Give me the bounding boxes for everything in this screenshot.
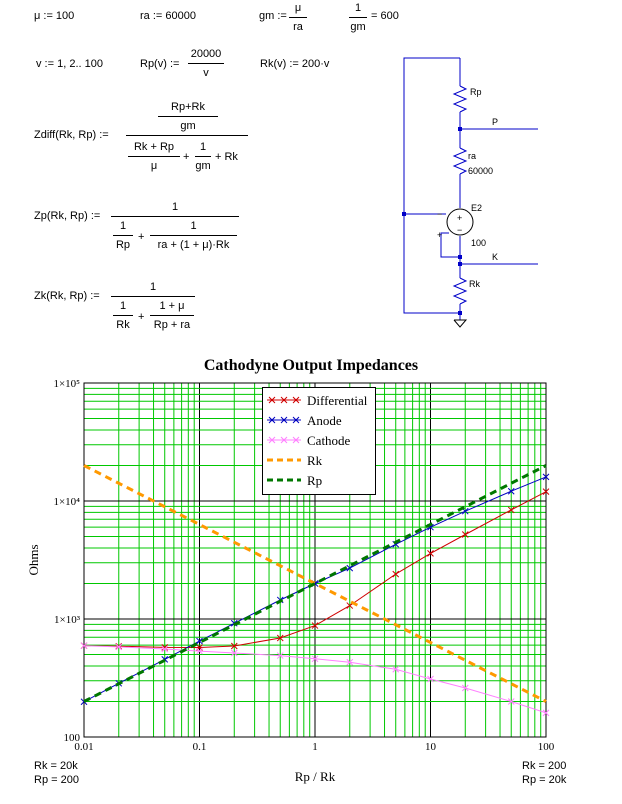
zdiff-plus: + (183, 151, 190, 163)
mu-definition: μ := 100 (34, 10, 75, 22)
legend-item-rk (267, 450, 373, 470)
inverse-gm-numerator: 1 (354, 2, 362, 14)
y-axis-label: Ohms (26, 544, 41, 576)
legend-swatch-anode (267, 414, 303, 426)
x-axis-label: Rp / Rk (294, 769, 336, 784)
zk-lhs: Zk(Rk, Rp) := (34, 290, 100, 302)
x-tick-label: 10 (425, 741, 436, 753)
legend-label-rk: Rk (307, 453, 323, 468)
right-end-note (522, 759, 566, 787)
x-tick-label: 1 (312, 741, 318, 753)
zk-plus: + (138, 311, 145, 323)
y-tick-label: 1×10⁴ (53, 496, 80, 508)
left-end-note (34, 759, 79, 787)
legend-swatch-rp (267, 474, 303, 486)
legend-swatch-cathode (267, 434, 303, 446)
zk-numerator: 1 (149, 281, 157, 293)
legend-swatch-rk (267, 454, 303, 466)
zdiff-tail: + Rk (215, 151, 238, 163)
zp-b-numerator: 1 (190, 220, 197, 232)
zdiff-sum-denominator: μ (150, 160, 158, 172)
ra-label: ra (468, 151, 477, 161)
chart-title: Cathodyne Output Impedances (203, 357, 419, 374)
source-gain-label: 100 (471, 238, 487, 248)
p-label: P (492, 117, 499, 127)
gm-numerator: μ (294, 2, 302, 14)
zdiff-top-denominator: gm (180, 120, 196, 132)
x-tick-label: 100 (537, 741, 555, 753)
rk-label: Rk (469, 279, 480, 289)
zk-a-numerator: 1 (119, 300, 127, 312)
v-range-definition: v := 1, 2.. 100 (36, 58, 103, 70)
rp-function-lhs: Rp(v) := (140, 58, 180, 70)
zk-b-numerator: 1 + μ (159, 300, 185, 312)
zdiff-lhs: Zdiff(Rk, Rp) := (34, 129, 109, 141)
zp-b-denominator: ra + (1 + μ)·Rk (157, 239, 230, 251)
zp-a-numerator: 1 (119, 220, 127, 232)
left-note-rk: Rk = 20k (34, 760, 78, 772)
zdiff-top-numerator: Rp+Rk (171, 101, 205, 113)
legend-item-differential (267, 390, 373, 410)
legend-item-cathode (267, 430, 373, 450)
y-tick-label: 100 (63, 732, 80, 744)
source-plus: + (457, 213, 463, 223)
rp-label: Rp (470, 87, 482, 97)
right-note-rk: Rk = 200 (522, 760, 567, 772)
legend-swatch-differential (267, 394, 303, 406)
rp-denominator: v (203, 67, 209, 79)
zp-lhs: Zp(Rk, Rp) := (34, 210, 101, 222)
legend-label-anode: Anode (307, 413, 342, 428)
zdiff-sum-numerator: Rk + Rp (133, 141, 175, 153)
legend-item-anode (267, 410, 373, 430)
zp-a-denominator: Rp (115, 239, 131, 251)
gm-denominator: ra (293, 21, 303, 33)
x-tick-label: 0.1 (192, 741, 207, 753)
legend-label-rp: Rp (307, 473, 323, 488)
k-label: K (492, 252, 499, 262)
chart-legend (262, 387, 376, 495)
zk-a-denominator: Rk (116, 319, 130, 331)
ra-definition: ra := 60000 (140, 10, 196, 22)
legend-label-cathode: Cathode (307, 433, 351, 448)
input-minus: − (437, 209, 443, 219)
ra-value-label: 60000 (468, 166, 494, 176)
rp-numerator: 20000 (190, 48, 222, 60)
x-tick-label: 0.01 (74, 741, 94, 753)
source-minus: − (457, 225, 463, 235)
legend-item-rp (267, 470, 373, 490)
zp-plus: + (138, 231, 145, 243)
zdiff-inv-denominator: gm (195, 160, 211, 172)
right-note-rp: Rp = 20k (522, 774, 567, 786)
zk-b-denominator: Rp + ra (153, 319, 191, 331)
source-label: E2 (471, 203, 483, 213)
input-plus: + (437, 230, 443, 240)
y-tick-label: 1×10⁵ (53, 378, 80, 390)
gm-definition-lhs: gm := (259, 10, 287, 22)
inverse-gm-denominator: gm (350, 21, 366, 33)
zdiff-inv-numerator: 1 (199, 141, 207, 153)
zp-numerator: 1 (171, 201, 179, 213)
inverse-gm-value: = 600 (371, 10, 399, 22)
left-note-rp: Rp = 200 (34, 774, 79, 786)
rk-function-definition: Rk(v) := 200·v (260, 58, 330, 70)
y-tick-label: 1×10³ (53, 614, 80, 626)
legend-label-differential: Differential (307, 393, 368, 408)
